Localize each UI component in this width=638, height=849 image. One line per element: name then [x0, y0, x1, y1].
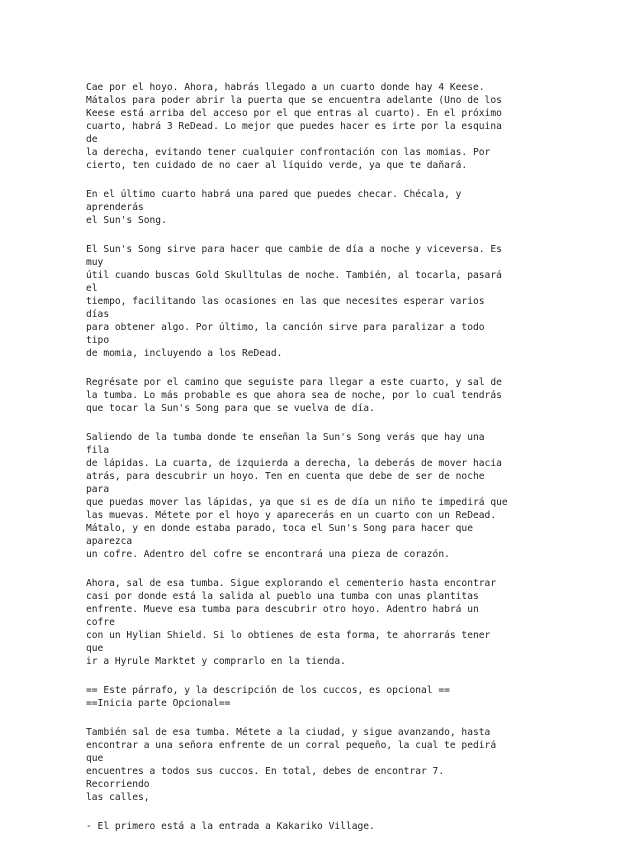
- text-line: atrás, para descubrir un hoyo. Ten en cuenta que debe de ser de noche: [86, 471, 485, 482]
- text-line: para obtener algo. Por último, la canción sirve para paralizar a todo: [86, 322, 485, 333]
- text-line: Recorriendo: [86, 779, 150, 790]
- text-line: cofre: [86, 617, 115, 628]
- paragraph: [86, 431, 556, 561]
- text-line: de momia, incluyendo a los ReDead.: [86, 348, 283, 359]
- text-line: la derecha, evitando tener cualquier confrontación con las momias. Por: [86, 147, 491, 158]
- text-line: Ahora, sal de esa tumba. Sigue explorando el cementerio hasta encontrar: [86, 578, 497, 589]
- text-line: == Este párrafo, y la descripción de los cuccos, es opcional ==: [86, 685, 450, 696]
- text-line: de: [86, 134, 98, 145]
- paragraph: [86, 188, 556, 227]
- text-line: de lápidas. La cuarta, de izquierda a derecha, la deberás de mover hacia: [86, 458, 502, 469]
- text-line: para: [86, 484, 110, 495]
- text-line: que tocar la Sun's Song para que se vuelva de día.: [86, 403, 375, 414]
- text-line: la tumba. Lo más probable es que ahora sea de noche, por lo cual tendrás: [86, 390, 502, 401]
- text-line: las calles,: [86, 792, 150, 803]
- paragraph: [86, 726, 556, 804]
- text-line: el: [86, 283, 98, 294]
- text-line: Keese está arriba del acceso por el que entras al cuarto). En el próximo: [86, 108, 502, 119]
- text-line: enfrente. Mueve esa tumba para descubrir otro hoyo. Adentro habrá un: [86, 604, 479, 615]
- text-line: Saliendo de la tumba donde te enseñan la Sun's Song verás que hay una: [86, 432, 485, 443]
- text-line: con un Hylian Shield. Si lo obtienes de esta forma, te ahorrarás tener: [86, 630, 491, 641]
- paragraph: [86, 577, 556, 668]
- text-line: En el último cuarto habrá una pared que puedes checar. Chécala, y: [86, 189, 462, 200]
- text-line: aparezca: [86, 536, 133, 547]
- text-line: Mátalos para poder abrir la puerta que se encuentra adelante (Uno de los: [86, 95, 502, 106]
- text-line: aprenderás: [86, 202, 144, 213]
- text-line: cierto, ten cuidado de no caer al líquido verde, ya que te dañará.: [86, 160, 468, 171]
- paragraph: [86, 820, 556, 833]
- text-line: casi por donde está la salida al pueblo una tumba con unas plantitas: [86, 591, 479, 602]
- text-line: ir a Hyrule Marktet y comprarlo en la tienda.: [86, 656, 346, 667]
- text-line: ==Inicia parte Opcional==: [86, 698, 231, 709]
- paragraph: [86, 376, 556, 415]
- paragraph: [86, 81, 556, 172]
- text-line: encontrar a una señora enfrente de un corral pequeño, la cual te pedirá: [86, 740, 497, 751]
- text-line: que puedas mover las lápidas, ya que si es de día un niño te impedirá que: [86, 497, 508, 508]
- text-line: días: [86, 309, 110, 320]
- text-line: - El primero está a la entrada a Kakariko Village.: [86, 821, 375, 832]
- text-line: tiempo, facilitando las ocasiones en las que necesites esperar varios: [86, 296, 485, 307]
- text-line: que: [86, 643, 104, 654]
- text-line: Mátalo, y en donde estaba parado, toca el Sun's Song para hacer que: [86, 523, 473, 534]
- text-line: También sal de esa tumba. Métete a la ciudad, y sigue avanzando, hasta: [86, 727, 491, 738]
- text-line: cuarto, habrá 3 ReDead. Lo mejor que puedes hacer es irte por la esquina: [86, 121, 502, 132]
- text-line: fila: [86, 445, 110, 456]
- text-line: tipo: [86, 335, 110, 346]
- text-line: muy: [86, 257, 104, 268]
- text-line: el Sun's Song.: [86, 215, 167, 226]
- text-line: útil cuando buscas Gold Skulltulas de noche. También, al tocarla, pasará: [86, 270, 502, 281]
- text-line: Regrésate por el camino que seguiste para llegar a este cuarto, y sal de: [86, 377, 502, 388]
- paragraph: [86, 243, 556, 360]
- text-line: Cae por el hoyo. Ahora, habrás llegado a un cuarto donde hay 4 Keese.: [86, 82, 485, 93]
- document-text: [86, 81, 556, 849]
- text-line: encuentres a todos sus cuccos. En total, debes de encontrar 7.: [86, 766, 445, 777]
- text-line: El Sun's Song sirve para hacer que cambie de día a noche y viceversa. Es: [86, 244, 502, 255]
- paragraph: [86, 684, 556, 710]
- text-line: las muevas. Métete por el hoyo y aparecerás en un cuarto con un ReDead.: [86, 510, 497, 521]
- text-line: que: [86, 753, 104, 764]
- text-line: un cofre. Adentro del cofre se encontrará una pieza de corazón.: [86, 549, 450, 560]
